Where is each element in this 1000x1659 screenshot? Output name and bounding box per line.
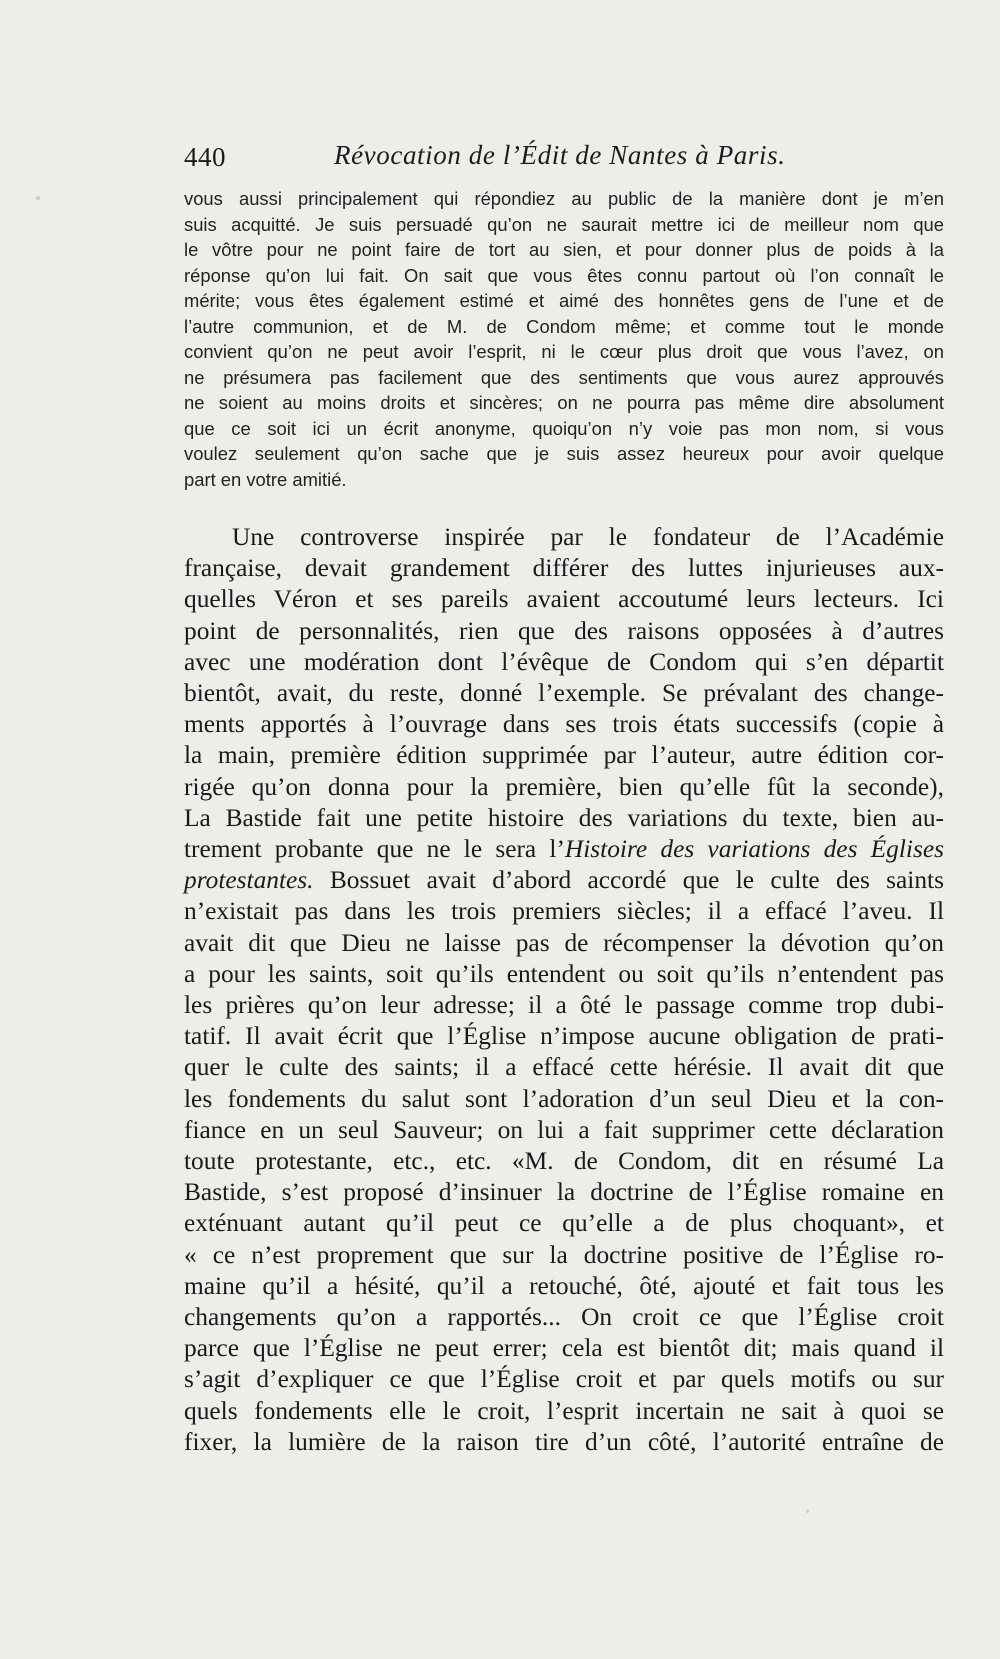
body-line: quelles Véron et ses pareils avaient accoutumé leurs lecteurs. Ici <box>184 585 944 614</box>
body-line: quels fondements elle le croit, l’esprit incertain ne sait à quoi se <box>184 1396 944 1425</box>
body-line: a pour les saints, soit qu’ils entendent ou soit qu’ils n’entendent pas <box>184 959 944 988</box>
letter-line: ne soient au moins droits et sincères; on ne pourra pas même dire absolument <box>184 392 944 413</box>
body-line: « ce n’est proprement que sur la doctrine positive de l’Église ro- <box>184 1240 944 1269</box>
body-line: parce que l’Église ne peut errer; cela est bientôt dit; mais quand il <box>184 1334 944 1363</box>
letter-line: suis acquitté. Je suis persuadé qu’on ne saurait mettre ici de meilleur nom que <box>184 213 944 235</box>
quoted-letter <box>184 186 944 492</box>
body-line: toute protestante, etc., etc. «M. de Condom, dit en résumé La <box>184 1147 944 1176</box>
letter-line: vous aussi principalement qui répondiez au public de la manière dont je m’en <box>184 188 944 209</box>
letter-line: voulez seulement qu’on sache que je suis assez heureux pour avoir quelque <box>184 443 944 464</box>
body-line: bientôt, avait, du reste, donné l’exemple. Se prévalant des change- <box>184 679 944 708</box>
letter-line: part en votre amitié. <box>184 468 347 490</box>
page-number: 440 <box>184 142 226 172</box>
body-line: les prières qu’on leur adresse; il a ôté le passage comme trop dubi- <box>184 991 944 1020</box>
letter-line: mérite; vous êtes également estimé et aimé des honnêtes gens de l’une et de <box>184 290 944 311</box>
body-line: maine qu’il a hésité, qu’il a retouché, ôté, ajouté et fait tous les <box>184 1271 944 1300</box>
letter-line: convient qu’on ne peut avoir l’esprit, ni le cœur plus droit que vous l’avez, on <box>184 341 944 362</box>
body-line: exténuant autant qu’il peut ce qu’elle a de plus choquant», et <box>184 1209 944 1238</box>
body-line-text: trement probante que ne le sera l’ <box>184 835 565 864</box>
body-line <box>184 865 944 896</box>
running-title: Révocation de l’Édit de Nantes à Paris. <box>334 140 786 170</box>
body-line: la main, première édition supprimée par l’auteur, autre édition cor- <box>184 741 944 770</box>
body-line: tatif. Il avait écrit que l’Église n’impose aucune obligation de prati- <box>184 1022 944 1051</box>
body-line: La Bastide fait une petite histoire des variations du texte, bien au- <box>184 803 944 832</box>
body-line: ments apportés à l’ouvrage dans ses trois états successifs (copie à <box>184 710 944 739</box>
body-line: les fondements du salut sont l’adoration d’un seul Dieu et la con- <box>184 1084 944 1113</box>
letter-line: réponse qu’on lui fait. On sait que vous êtes connu partout où l’on connaît le <box>184 264 944 286</box>
body-line: n’existait pas dans les trois premiers siècles; il a effacé l’aveu. Il <box>184 897 944 926</box>
paper-speck <box>36 196 40 200</box>
body-line: avait dit que Dieu ne laisse pas de récompenser la dévotion qu’on <box>184 928 944 957</box>
body-line: changements qu’on a rapportés... On croit ce que l’Église croit <box>184 1303 944 1332</box>
letter-line: l’autre communion, et de M. de Condom même; et comme tout le monde <box>184 315 944 337</box>
body-line: fiance en un seul Sauveur; on lui a fait supprimer cette déclaration <box>184 1115 944 1144</box>
running-head <box>184 136 796 176</box>
body-line: rigée qu’on donna pour la première, bien qu’elle fût la seconde), <box>184 772 944 801</box>
letter-line: ne présumera pas facilement que des sentiments que vous aurez approuvés <box>184 366 944 388</box>
body-line-text: Bossuet avait d’abord accordé que le culte des saints <box>313 866 944 895</box>
body-line: française, devait grandement différer des luttes injurieuses aux- <box>184 554 944 583</box>
body-line <box>184 834 944 865</box>
body-line: avec une modération dont l’évêque de Condom qui s’en départit <box>184 647 944 676</box>
book-title-italic: protestantes. <box>184 866 314 895</box>
body-line: fixer, la lumière de la raison tire d’un côté, l’autorité entraîne de <box>184 1427 944 1456</box>
letter-line: que ce soit ici un écrit anonyme, quoiqu’on n’y voie pas mon nom, si vous <box>184 417 944 439</box>
book-title-italic: Histoire des variations des Églises <box>564 835 944 864</box>
body-line: Bastide, s’est proposé d’insinuer la doctrine de l’Église romaine en <box>184 1178 944 1207</box>
body-line: quer le culte des saints; il a effacé cette hérésie. Il avait dit que <box>184 1053 944 1082</box>
body-line: point de personnalités, rien que des raisons opposées à d’autres <box>184 616 944 645</box>
paper-speck <box>806 1510 809 1513</box>
body-paragraph <box>184 522 944 1458</box>
body-line: Une controverse inspirée par le fondateur de l’Académie <box>232 523 944 551</box>
body-line: s’agit d’expliquer ce que l’Église croit et par quels motifs ou sur <box>184 1365 944 1394</box>
letter-line: le vôtre pour ne point faire de tort au sien, et pour donner plus de poids à la <box>184 239 944 260</box>
